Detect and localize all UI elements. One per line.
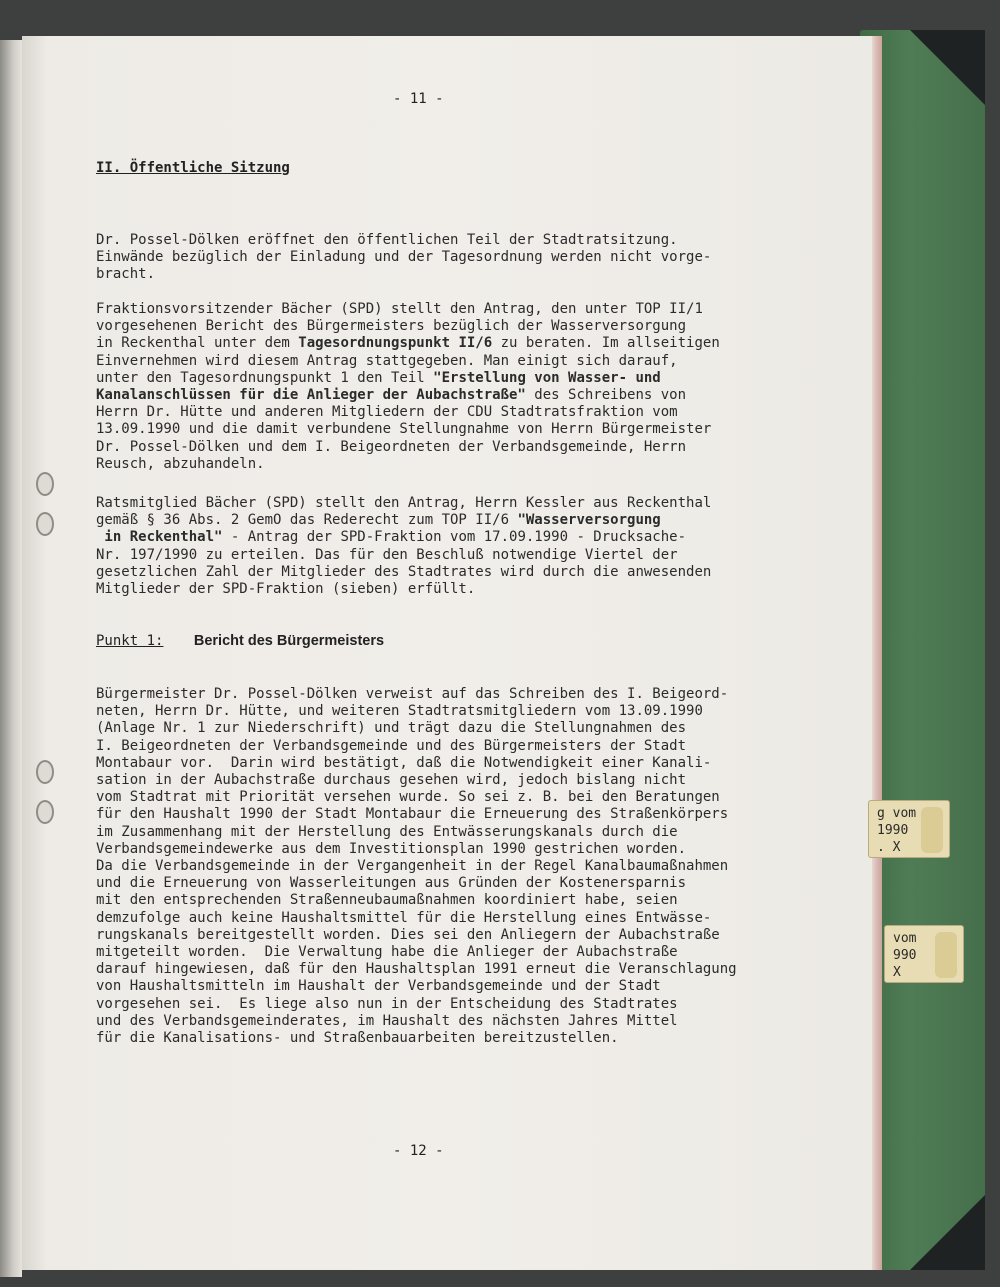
text-run: Reusch, abzuhandeln.	[96, 455, 265, 472]
text-line	[96, 927, 796, 944]
text-line	[96, 875, 796, 892]
text-line	[96, 495, 796, 512]
text-line	[96, 996, 796, 1013]
text-line	[96, 720, 796, 737]
text-line	[96, 266, 796, 283]
text-line	[96, 387, 796, 404]
punch-hole	[36, 472, 54, 496]
left-page-edge	[0, 40, 22, 1277]
text-run: Bürgermeister Dr. Possel-Dölken verweist auf das Schreiben des I. Beigeord-	[96, 686, 729, 702]
text-run: 13.09.1990 und die damit verbundene Stellungnahme von Herrn Bürgermeister	[96, 421, 712, 438]
binder-corner-top	[910, 30, 985, 105]
text-run: für den Haushalt 1990 der Stadt Montabaur die Erneuerung des Straßenkörpers	[96, 806, 729, 823]
paragraph-bericht	[96, 686, 796, 1047]
text-run: (Anlage Nr. 1 zur Niederschrift) und trägt dazu die Stellungnahmen des	[96, 720, 687, 737]
text-line	[96, 841, 796, 858]
text-line	[96, 232, 796, 249]
paragraph-rederecht	[96, 495, 796, 598]
text-run: neten, Herrn Dr. Hütte, und weiteren Stadtratsmitgliedern vom 13.09.1990	[96, 703, 703, 720]
text-line	[96, 249, 796, 266]
text-line	[96, 1030, 796, 1047]
text-run: des Schreibens von	[525, 387, 687, 404]
text-run: für die Kanalisations- und Straßenbauarbeiten bereitzustellen.	[96, 1030, 619, 1047]
tab-line: 990	[893, 948, 917, 963]
text-run: von Haushaltsmitteln im Haushalt der Verbandsgemeinde und der Stadt	[96, 978, 661, 995]
text-run: darauf hingewiesen, daß für den Haushaltsplan 1991 erneut die Veranschlagung	[96, 961, 737, 978]
text-run: Herrn Dr. Hütte und anderen Mitgliedern der CDU Stadtratsfraktion vom	[96, 404, 678, 421]
text-line	[96, 961, 796, 978]
text-run: demzufolge auch keine Haushaltsmittel für die Herstellung eines Entwässe-	[96, 909, 712, 926]
tab-line: g vom	[877, 806, 917, 821]
text-line	[96, 789, 796, 806]
text-line	[96, 806, 796, 823]
text-run: vorgesehenen Bericht des Bürgermeisters bezüglich der Wasserversorgung	[96, 318, 687, 335]
text-line	[96, 910, 796, 927]
text-line	[96, 529, 796, 546]
text-line	[96, 512, 796, 529]
text-run: Dr. Possel-Dölken eröffnet den öffentlichen Teil der Stadtratsitzung.	[96, 232, 678, 248]
text-line	[96, 978, 796, 995]
text-run: Montabaur vor. Darin wird bestätigt, daß die Notwendigkeit einer Kanali-	[96, 754, 712, 771]
text-line	[96, 564, 796, 581]
text-line	[96, 772, 796, 789]
text-line	[96, 370, 796, 387]
text-line	[96, 824, 796, 841]
index-tab	[868, 800, 950, 858]
text-run: mitgeteilt worden. Die Verwaltung habe die Anlieger der Aubachstraße	[96, 944, 678, 961]
text-run: im Zusammenhang mit der Herstellung des Entwässerungskanals durch die	[96, 823, 678, 840]
paper-stack-edge	[872, 36, 882, 1270]
text-line	[96, 439, 796, 456]
bold-text: in Reckenthal"	[96, 529, 223, 546]
page-number-bottom: - 12 -	[393, 1143, 444, 1159]
punch-hole	[36, 800, 54, 824]
bold-text: Kanalanschlüssen für die Anlieger der Aubachstraße"	[96, 387, 526, 404]
punch-hole	[36, 760, 54, 784]
text-line	[96, 686, 796, 703]
text-run: Fraktionsvorsitzender Bächer (SPD) stellt den Antrag, den unter TOP II/1	[96, 301, 703, 317]
text-run: Mitglieder der SPD-Fraktion (sieben) erfüllt.	[96, 581, 476, 598]
text-run: Einwände bezüglich der Einladung und der Tagesordnung werden nicht vorge-	[96, 249, 712, 266]
text-run: Dr. Possel-Dölken und dem I. Beigeordneten der Verbandsgemeinde, Herrn	[96, 438, 687, 455]
text-run: Nr. 197/1990 zu erteilen. Das für den Beschluß notwendige Viertel der	[96, 546, 678, 563]
text-run: und des Verbandsgemeinderates, im Haushalt des nächsten Jahres Mittel	[96, 1012, 678, 1029]
page-number-top: - 11 -	[393, 91, 444, 107]
text-line	[96, 1013, 796, 1030]
paragraph-fraktion	[96, 301, 796, 473]
paragraph-opening	[96, 232, 796, 284]
tab-line: 1990	[877, 823, 909, 838]
text-line	[96, 547, 796, 564]
text-line	[96, 703, 796, 720]
index-tab	[884, 925, 964, 983]
document-page	[22, 36, 872, 1270]
tab-line: . X	[877, 840, 901, 855]
text-line	[96, 421, 796, 438]
bold-text: Tagesordnungspunkt II/6	[298, 335, 493, 352]
text-line	[96, 755, 796, 772]
text-line	[96, 581, 796, 598]
text-run: vom Stadtrat mit Priorität versehen wurde. So sei z. B. bei den Beratungen	[96, 789, 720, 806]
text-line	[96, 456, 796, 473]
text-line	[96, 335, 796, 352]
bold-text: "Erstellung von Wasser- und	[433, 369, 661, 386]
text-run: und die Erneuerung von Wasserleitungen aus Gründen der Kostenersparnis	[96, 875, 687, 892]
punch-hole	[36, 512, 54, 536]
text-line	[96, 858, 796, 875]
text-line	[96, 301, 796, 318]
text-run: vorgesehen sei. Es liege also nun in der Entscheidung des Stadtrates	[96, 995, 678, 1012]
text-run: gemäß § 36 Abs. 2 GemO das Rederecht zum TOP II/6	[96, 512, 518, 529]
text-run: mit den entsprechenden Straßenneubaumaßnahmen koordiniert habe, seien	[96, 892, 678, 909]
text-line	[96, 404, 796, 421]
text-run: rungskanals bereitgestellt worden. Dies sei den Anliegern der Aubachstraße	[96, 926, 720, 943]
tab-line: vom	[893, 931, 917, 946]
text-run: Einvernehmen wird diesem Antrag stattgegeben. Man einigt sich darauf,	[96, 352, 678, 369]
text-line	[96, 738, 796, 755]
text-run: in Reckenthal unter dem	[96, 335, 299, 352]
text-line	[96, 892, 796, 909]
text-run: Verbandsgemeindewerke aus dem Investitionsplan 1990 gestrichen worden.	[96, 840, 687, 857]
text-run: zu beraten. Im allseitigen	[492, 335, 720, 352]
text-line	[96, 944, 796, 961]
tab-line: X	[893, 965, 901, 980]
text-run: Da die Verbandsgemeinde in der Vergangenheit in der Regel Kanalbaumaßnahmen	[96, 858, 729, 875]
punkt-heading	[96, 633, 384, 649]
text-run: - Antrag der SPD-Fraktion vom 17.09.1990 - Drucksache-	[222, 529, 687, 546]
punkt-title: Bericht des Bürgermeisters	[193, 633, 385, 649]
text-line	[96, 353, 796, 370]
punkt-label: Punkt 1:	[96, 633, 164, 649]
text-run: gesetzlichen Zahl der Mitglieder des Stadtrates wird durch die anwesenden	[96, 563, 712, 580]
text-run: unter den Tagesordnungspunkt 1 den Teil	[96, 369, 434, 386]
text-run: I. Beigeordneten der Verbandsgemeinde und des Bürgermeisters der Stadt	[96, 737, 687, 754]
text-run: Ratsmitglied Bächer (SPD) stellt den Antrag, Herrn Kessler aus Reckenthal	[96, 495, 712, 511]
text-line	[96, 318, 796, 335]
binder-corner-bottom	[910, 1195, 985, 1270]
text-run: bracht.	[96, 266, 156, 283]
bold-text: "Wasserversorgung	[517, 512, 661, 529]
text-run: sation in der Aubachstraße durchaus gesehen wird, jedoch bislang nicht	[96, 772, 687, 789]
section-heading: II. Öffentliche Sitzung	[96, 160, 290, 176]
